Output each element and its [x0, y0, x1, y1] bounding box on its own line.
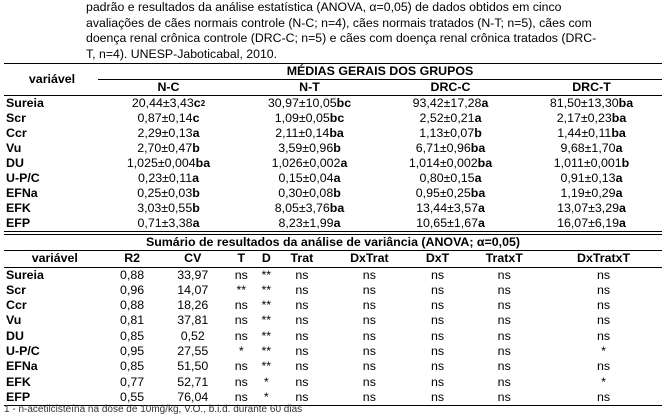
column-header: DRC-T: [572, 80, 611, 94]
mean-value: 0,23±0,11: [137, 171, 193, 185]
significance-letter: a: [481, 96, 489, 110]
anova-cell: ns: [497, 267, 511, 282]
anova-cell: ns: [295, 359, 309, 374]
mean-cell: [380, 156, 521, 171]
mean-cell: [98, 186, 239, 201]
significance-letter: c: [193, 96, 201, 110]
anova-cell: ns: [295, 344, 309, 359]
mean-value: 13,07±3,29: [557, 201, 620, 215]
significance-letter: bc: [329, 111, 345, 125]
mean-value: 1,011±0,001: [553, 156, 622, 170]
significance-letter: b: [192, 201, 200, 215]
variable-label: Ccr: [6, 298, 27, 313]
caption-line: T, n=4). UNESP-Jaboticabal, 2010.: [86, 46, 278, 61]
caption-line: doença renal crônica controle (DRC-C; n=5) e cães com doença renal crônica tratados (DRC-: [86, 31, 597, 45]
anova-cell: ns: [431, 374, 445, 389]
significance-letter: a: [478, 201, 485, 215]
mean-value: 6,71±0,96: [415, 141, 471, 155]
significance-letter: ba: [477, 156, 493, 170]
anova-cell: 0,55: [120, 389, 145, 404]
mean-value: 0,80±0,15: [419, 171, 475, 185]
mean-cell: [239, 156, 380, 171]
anova-cell: ns: [362, 328, 376, 343]
anova-cell: ns: [597, 313, 611, 328]
mean-cell: [239, 126, 380, 141]
anova-cell: **: [261, 328, 272, 343]
anova-table: [4, 234, 662, 406]
mean-value: 8,05±3,76: [274, 201, 330, 215]
mean-cell: [521, 186, 662, 201]
anova-cell: ns: [234, 313, 248, 328]
variable-label: Scr: [6, 282, 26, 297]
column-header: CV: [184, 251, 202, 266]
anova-cell: ns: [497, 374, 511, 389]
column-header: DxTrat: [350, 251, 389, 266]
significance-letter: ba: [470, 141, 486, 155]
mean-cell: [521, 171, 662, 186]
variable-label: Sureia: [6, 267, 44, 282]
mean-value: 1,014±0,002: [408, 156, 478, 170]
anova-cell: 0,85: [120, 359, 145, 374]
table-row: [4, 186, 662, 201]
mean-value: 0,91±0,13: [560, 171, 616, 185]
caption-line: padrão e resultados da análise estatística (ANOVA, α=0,05) de dados obtidos em cinco: [86, 0, 562, 14]
anova-cell: ns: [295, 313, 309, 328]
table-row: [4, 171, 662, 186]
column-header: N-C: [157, 80, 180, 94]
anova-cell: *: [238, 344, 244, 359]
significance-letter: ba: [329, 126, 344, 140]
variable-label: U-P/C: [6, 171, 40, 185]
anova-cell: 18,26: [177, 298, 209, 313]
significance-letter: a: [478, 216, 485, 230]
mean-cell: [239, 186, 380, 201]
anova-cell: ns: [597, 267, 611, 282]
mean-value: 2,11±0,14: [275, 126, 330, 140]
mean-cell: [521, 111, 662, 126]
anova-cell: ns: [295, 267, 309, 282]
means-column-headers: [4, 80, 662, 96]
table-row: [4, 156, 662, 171]
anova-cell: **: [236, 282, 247, 297]
mean-value: 10,65±1,67: [416, 216, 479, 230]
anova-cell: 0,81: [120, 313, 145, 328]
anova-cell: ns: [234, 328, 248, 343]
anova-cell: 52,71: [177, 374, 209, 389]
footnote-marker: 2: [200, 99, 206, 108]
anova-cell: *: [263, 389, 269, 404]
table-row: [4, 359, 662, 374]
significance-letter: b: [333, 141, 341, 155]
mean-value: 2,17±0,23: [556, 111, 612, 125]
anova-cell: ns: [234, 359, 248, 374]
anova-cell: ns: [295, 389, 309, 404]
table-row: [4, 344, 662, 359]
mean-value: 3,03±0,55: [137, 201, 193, 215]
table-row: [4, 313, 662, 328]
mean-value: 0,25±0,03: [137, 186, 193, 200]
anova-cell: ns: [295, 282, 309, 297]
anova-cell: ns: [497, 298, 511, 313]
significance-letter: a: [474, 111, 482, 125]
variable-label: EFK: [6, 374, 31, 389]
mean-value: 2,52±0,21: [419, 111, 475, 125]
mean-value: 2,70±0,47: [137, 141, 193, 155]
anova-cell: ns: [431, 267, 445, 282]
anova-cell: 0,88: [120, 298, 145, 313]
significance-letter: b: [192, 141, 200, 155]
anova-cell: 0,85: [120, 328, 145, 343]
anova-header-row: [4, 251, 662, 267]
anova-cell: ns: [362, 298, 376, 313]
table-row: [4, 201, 662, 216]
significance-letter: a: [333, 216, 341, 230]
column-header: T: [237, 251, 246, 266]
significance-letter: ba: [470, 186, 486, 200]
anova-cell: 0,77: [120, 374, 145, 389]
anova-cell: ns: [431, 389, 445, 404]
column-header: Trat: [290, 251, 314, 266]
mean-value: 1,09±0,05: [274, 111, 330, 125]
anova-cell: 37,81: [177, 313, 209, 328]
mean-value: 9,68±1,70: [560, 141, 616, 155]
mean-cell: [380, 186, 521, 201]
anova-cell: 0,96: [120, 282, 145, 297]
mean-cell: [380, 216, 521, 232]
mean-value: 0,30±0,08: [278, 186, 334, 200]
anova-cell: ns: [362, 359, 376, 374]
anova-cell: ns: [295, 328, 309, 343]
anova-cell: ns: [362, 374, 376, 389]
mean-cell: [380, 141, 521, 156]
significance-letter: ba: [611, 111, 627, 125]
column-header: D: [261, 251, 271, 266]
mean-cell: [239, 201, 380, 216]
anova-cell: 0,52: [180, 328, 205, 343]
mean-cell: [380, 201, 521, 216]
table-row: [4, 96, 662, 112]
mean-cell: [521, 216, 662, 232]
anova-cell: ns: [431, 282, 445, 297]
significance-letter: b: [474, 126, 482, 140]
anova-cell: 14,07: [177, 282, 209, 297]
anova-cell: **: [261, 344, 272, 359]
variable-label: Scr: [6, 111, 26, 125]
mean-value: 0,15±0,04: [278, 171, 334, 185]
anova-cell: **: [261, 298, 272, 313]
significance-letter: a: [615, 186, 623, 200]
mean-value: 13,44±3,57: [416, 201, 479, 215]
table-row: [4, 141, 662, 156]
mean-value: 1,13±0,07: [419, 126, 475, 140]
anova-cell: ns: [295, 298, 309, 313]
anova-cell: *: [601, 344, 606, 359]
table-row: [4, 283, 662, 298]
table-row: [4, 298, 662, 313]
anova-cell: ns: [597, 298, 611, 313]
anova-cell: ns: [234, 298, 248, 313]
anova-cell: 0,95: [120, 344, 145, 359]
mean-cell: [521, 126, 662, 141]
mean-value: 2,29±0,13: [137, 126, 193, 140]
column-header: DxT: [425, 251, 450, 266]
significance-letter: a: [615, 141, 623, 155]
table-row: [4, 375, 662, 390]
mean-value: 3,59±0,96: [278, 141, 334, 155]
significance-letter: a: [333, 171, 341, 185]
table-caption: [86, 0, 660, 62]
significance-letter: ba: [329, 201, 345, 215]
table-row: [4, 126, 662, 141]
anova-cell: 0,88: [120, 267, 145, 282]
mean-value: 1,026±0,002: [271, 156, 341, 170]
anova-cell: ns: [597, 328, 611, 343]
table-row: [4, 329, 662, 344]
variable-label: Ccr: [6, 126, 27, 140]
mean-cell: [98, 171, 239, 186]
mean-value: 1,025±0,004: [126, 156, 196, 170]
significance-letter: ba: [618, 96, 634, 110]
table-row: [4, 111, 662, 126]
mean-cell: [239, 96, 380, 112]
mean-cell: [239, 171, 380, 186]
mean-cell: [380, 96, 521, 112]
column-header: N-T: [299, 80, 320, 94]
mean-value: 8,23±1,99: [278, 216, 334, 230]
mean-cell: [521, 96, 662, 112]
significance-letter: b: [192, 186, 200, 200]
means-header-row: [4, 64, 662, 80]
anova-cell: ns: [497, 282, 511, 297]
mean-cell: [380, 111, 521, 126]
column-header: TratxT: [485, 251, 523, 266]
mean-value: 0,71±3,38: [137, 216, 193, 230]
means-table-body: [4, 96, 662, 232]
anova-cell: ns: [234, 374, 248, 389]
anova-cell: ns: [431, 313, 445, 328]
anova-title: Sumário de resultados da análise de variância (ANOVA; α=0,05): [4, 235, 662, 251]
group-means-header: MÉDIAS GERAIS DOS GRUPOS: [98, 64, 662, 80]
mean-cell: [239, 216, 380, 232]
anova-cell: **: [261, 313, 272, 328]
significance-letter: a: [619, 216, 626, 230]
means-table: [4, 63, 662, 232]
mean-value: 16,07±6,19: [557, 216, 620, 230]
anova-cell: ns: [362, 267, 376, 282]
mean-cell: [380, 171, 521, 186]
anova-cell: ns: [497, 359, 511, 374]
table-row: [4, 267, 662, 283]
significance-letter: b: [621, 156, 630, 170]
variable-label: DU: [6, 328, 24, 343]
anova-cell: ns: [497, 389, 511, 404]
significance-letter: a: [192, 126, 200, 140]
anova-cell: *: [263, 374, 269, 389]
footnote: 1 - n-acetilcisteína na dose de 10mg/kg, V.O., b.i.d. durante 60 dias: [4, 404, 303, 415]
variable-label: EFP: [6, 389, 31, 404]
anova-cell: ns: [597, 359, 611, 374]
variable-label: U-P/C: [6, 344, 40, 359]
mean-cell: [521, 156, 662, 171]
mean-value: 20,44±3,43: [131, 96, 194, 110]
significance-letter: ba: [195, 156, 211, 170]
column-header: DRC-C: [430, 80, 471, 94]
mean-cell: [98, 111, 239, 126]
significance-letter: b: [333, 186, 341, 200]
mean-cell: [521, 201, 662, 216]
variable-label: EFNa: [6, 359, 38, 374]
anova-cell: **: [261, 359, 272, 374]
variable-label: DU: [6, 156, 24, 170]
anova-title-row: [4, 235, 662, 251]
variable-header: variável: [28, 72, 76, 86]
mean-value: 0,87±0,14: [137, 111, 193, 125]
anova-cell: ns: [362, 282, 376, 297]
anova-cell: 33,97: [177, 267, 209, 282]
mean-value: 93,42±17,28: [412, 96, 482, 110]
table-row: [4, 216, 662, 232]
anova-cell: 51,50: [177, 359, 209, 374]
mean-cell: [380, 126, 521, 141]
mean-value: 0,95±0,25: [415, 186, 471, 200]
variable-label: Vu: [6, 141, 22, 155]
mean-cell: [98, 141, 239, 156]
variable-label: EFNa: [6, 186, 38, 200]
anova-cell: 27,55: [177, 344, 209, 359]
mean-cell: [239, 141, 380, 156]
mean-cell: [98, 201, 239, 216]
column-header: R2: [124, 251, 141, 266]
anova-cell: ns: [497, 328, 511, 343]
variable-label: Sureia: [6, 96, 44, 110]
caption-line: avaliações de cães normais controle (N-C; n=4), cães normais tratados (N-T; n=5), cães com: [86, 15, 592, 30]
mean-value: 81,50±13,30: [549, 96, 619, 110]
mean-cell: [521, 141, 662, 156]
significance-letter: c: [192, 111, 200, 125]
anova-cell: ns: [431, 359, 445, 374]
significance-letter: ba: [611, 126, 626, 140]
anova-cell: ns: [431, 328, 445, 343]
anova-cell: ns: [362, 389, 376, 404]
anova-cell: ns: [597, 282, 611, 297]
anova-cell: ns: [234, 267, 248, 282]
significance-letter: a: [619, 201, 626, 215]
variable-label: EFP: [6, 216, 31, 230]
anova-cell: **: [261, 282, 272, 297]
mean-cell: [98, 126, 239, 141]
significance-letter: bc: [336, 96, 352, 110]
mean-value: 1,19±0,29: [560, 186, 616, 200]
anova-cell: ns: [497, 344, 511, 359]
column-header: DxTratxT: [577, 251, 631, 266]
anova-cell: *: [601, 374, 606, 389]
anova-table-body: [4, 267, 662, 406]
anova-cell: ns: [362, 313, 376, 328]
anova-cell: ns: [497, 313, 511, 328]
anova-cell: ns: [431, 344, 445, 359]
mean-cell: [98, 156, 239, 171]
mean-value: 30,97±10,05: [267, 96, 337, 110]
column-header: variável: [31, 251, 78, 266]
mean-cell: [98, 216, 239, 232]
anova-cell: ns: [295, 374, 309, 389]
anova-cell: ns: [597, 389, 611, 404]
significance-letter: a: [340, 156, 348, 170]
significance-letter: a: [192, 216, 200, 230]
mean-cell: [239, 111, 380, 126]
anova-cell: ns: [362, 344, 376, 359]
significance-letter: a: [192, 171, 200, 185]
anova-cell: **: [261, 267, 272, 282]
mean-value: 1,44±0,11: [557, 126, 612, 140]
mean-cell: [98, 96, 239, 112]
variable-label: Vu: [6, 313, 22, 328]
anova-cell: ns: [431, 298, 445, 313]
anova-cell: ns: [234, 389, 248, 404]
significance-letter: a: [474, 171, 482, 185]
significance-letter: a: [615, 171, 623, 185]
variable-label: EFK: [6, 201, 31, 215]
anova-cell: 76,04: [177, 389, 209, 404]
